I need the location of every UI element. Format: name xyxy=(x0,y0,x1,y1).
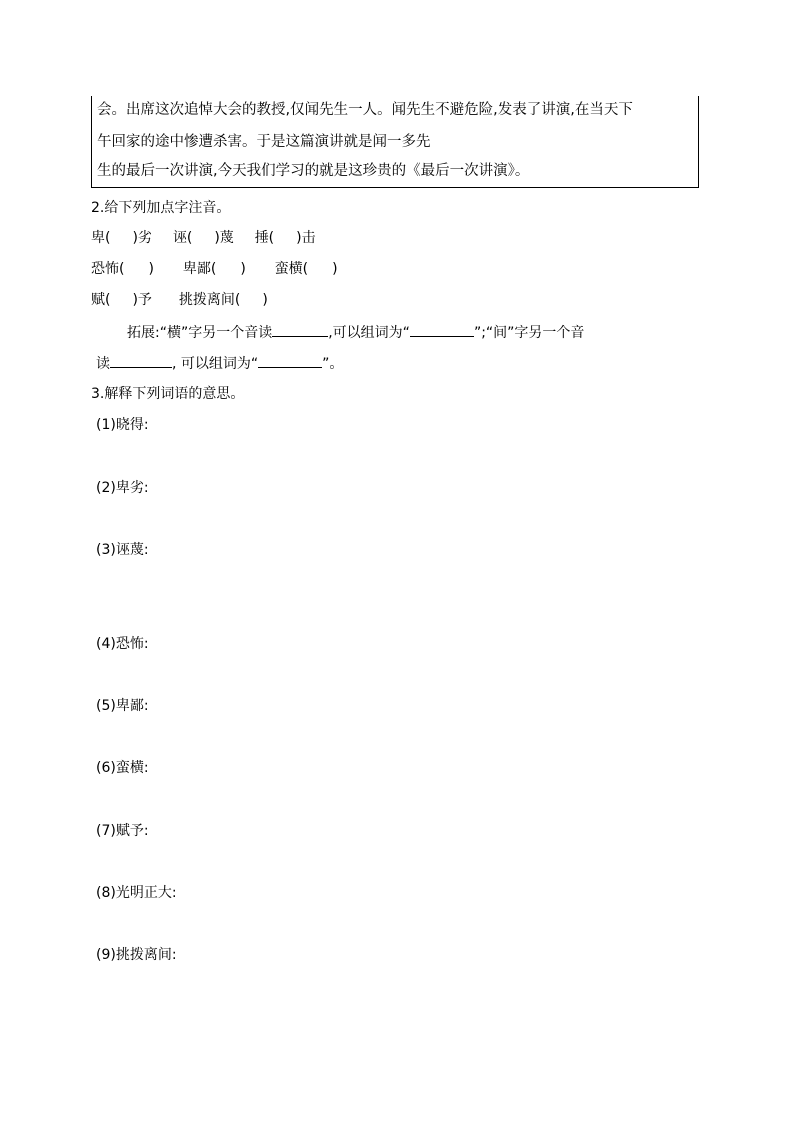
q2-title: 2.给下列加点字注音。 xyxy=(91,200,231,216)
passage-line-3: 生的最后一次讲演,今天我们学习的就是这珍贵的《最后一次讲演》。 xyxy=(97,163,530,179)
q3-item-9: (9)挑拨离间: xyxy=(96,947,177,963)
q3-item-7: (7)赋予: xyxy=(96,823,149,839)
pinyin-item: 赋( )予 xyxy=(91,292,152,308)
q2-row-2 xyxy=(91,259,338,279)
q3-item-8: (8)光明正大: xyxy=(96,885,177,901)
q3-item-5: (5)卑鄙: xyxy=(96,698,149,714)
q3-item-1: (1)晓得: xyxy=(96,417,149,433)
pinyin-item: 恐怖( ) xyxy=(91,261,154,277)
pinyin-item: 捶( )击 xyxy=(254,230,316,246)
q3-item-6: (6)蛮横: xyxy=(96,760,149,776)
answer-blank[interactable] xyxy=(110,353,172,368)
q2-extension-line-1: 拓展:“横”字另一个音读 ,可以组词为“ ”;“间”字另一个音 xyxy=(127,322,584,343)
pinyin-item: 诬( )蔑 xyxy=(172,230,234,246)
q3-title: 3.解释下列词语的意思。 xyxy=(91,386,245,402)
passage-line-2: 午回家的途中惨遭杀害。于是这篇演讲就是闻一多先 xyxy=(97,134,431,150)
answer-blank[interactable] xyxy=(410,322,474,337)
passage-box xyxy=(91,96,699,188)
q3-item-3: (3)诬蔑: xyxy=(96,542,149,558)
q2-row-1 xyxy=(91,228,316,248)
q2-extension-line-2: 读 , 可以组词为“ ”。 xyxy=(96,353,343,374)
pinyin-item: 卑鄙( ) xyxy=(182,261,246,277)
answer-blank[interactable] xyxy=(258,353,322,368)
pinyin-item: 蛮横( ) xyxy=(274,261,338,277)
pinyin-item: 挑拨离间( ) xyxy=(178,292,268,308)
passage-line-1: 会。出席这次追悼大会的教授,仅闻先生一人。闻先生不避危险,发表了讲演,在当天下 xyxy=(97,102,633,118)
q3-item-4: (4)恐怖: xyxy=(96,636,149,652)
pinyin-item: 卑( )劣 xyxy=(91,230,152,246)
q3-item-2: (2)卑劣: xyxy=(96,480,149,496)
answer-blank[interactable] xyxy=(272,322,328,337)
q2-row-3 xyxy=(91,290,268,310)
